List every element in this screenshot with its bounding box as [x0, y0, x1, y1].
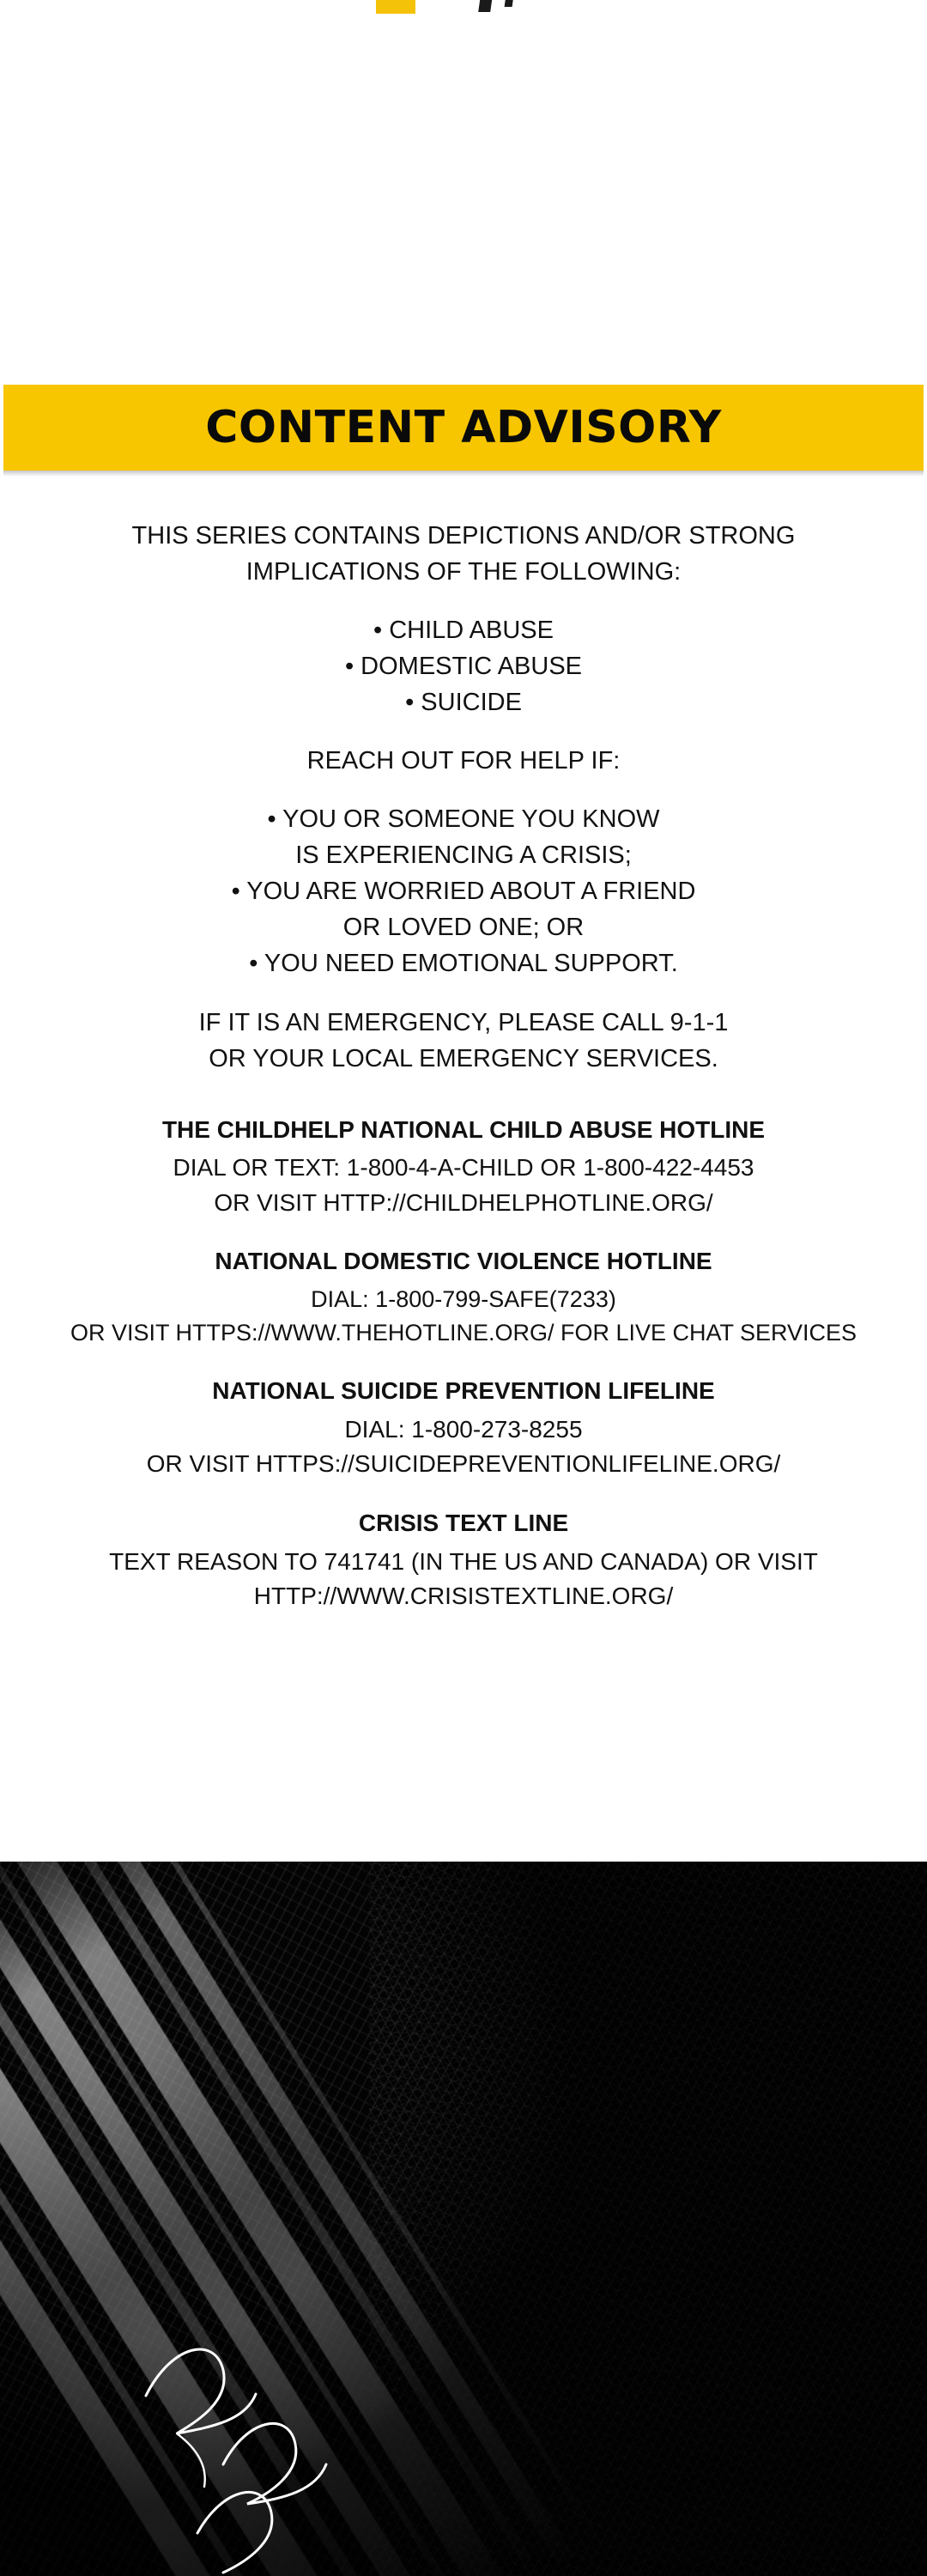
reach-out-item: IS EXPERIENCING A CRISIS; [295, 841, 632, 870]
intro-paragraph [26, 518, 901, 590]
reach-out-item: • YOU ARE WORRIED ABOUT A FRIEND [231, 878, 696, 906]
intro-line-1: THIS SERIES CONTAINS DEPICTIONS AND/OR STRONG [131, 522, 796, 550]
black-stroke-1 [478, 0, 495, 12]
reach-out-heading [26, 743, 901, 779]
yellow-shape [376, 0, 415, 14]
emergency-note [26, 1005, 901, 1077]
bottom-art-panel [0, 1862, 927, 2576]
resource-line: DIAL OR TEXT: 1-800-4-A-CHILD OR 1-800-422-4453 [173, 1154, 754, 1182]
resource-line: DIAL: 1-800-273-8255 [344, 1415, 583, 1443]
resource-line: DIAL: 1-800-799-SAFE(7233) [311, 1285, 616, 1312]
vignette-overlay [0, 1862, 927, 2576]
topics-list [26, 612, 901, 720]
resource-crisis-text-line [26, 1506, 901, 1614]
band-shadow [3, 471, 924, 477]
resource-line: TEXT REASON TO 741741 (IN THE US AND CANADA) OR VISIT [109, 1547, 818, 1575]
resource-link[interactable]: OR VISIT HTTPS://WWW.THEHOTLINE.ORG/ FOR LIVE CHAT SERVICES [70, 1320, 857, 1346]
page-title: CONTENT ADVISORY [205, 402, 722, 453]
resource-domestic-violence [26, 1244, 901, 1350]
reach-out-heading-text: REACH OUT FOR HELP IF: [306, 747, 621, 775]
reach-out-item: • YOU OR SOMEONE YOU KNOW [267, 805, 660, 834]
resource-link[interactable]: OR VISIT HTTPS://SUICIDEPREVENTIONLIFELINE.ORG/ [146, 1450, 781, 1478]
resource-link[interactable]: HTTP://WWW.CRISISTEXTLINE.ORG/ [253, 1583, 674, 1610]
emergency-line-2: OR YOUR LOCAL EMERGENCY SERVICES. [209, 1044, 718, 1072]
content-advisory-panel [0, 385, 927, 1638]
intro-line-2: IMPLICATIONS OF THE FOLLOWING: [245, 558, 682, 586]
previous-panel-sliver [0, 0, 927, 15]
resource-name: THE CHILDHELP NATIONAL CHILD ABUSE HOTLINE [161, 1115, 766, 1143]
advisory-title-band [3, 385, 924, 471]
advisory-body [0, 477, 927, 1614]
resource-childhelp [26, 1113, 901, 1221]
resource-name: NATIONAL SUICIDE PREVENTION LIFELINE [212, 1377, 715, 1405]
white-gutter [0, 15, 927, 385]
reach-out-item: OR LOVED ONE; OR [342, 914, 585, 942]
resource-suicide-prevention [26, 1374, 901, 1482]
reach-out-list [26, 801, 901, 981]
black-stroke-2 [505, 0, 517, 7]
resource-link[interactable]: OR VISIT HTTP://CHILDHELPHOTLINE.ORG/ [214, 1188, 713, 1216]
topic-item: • SUICIDE [405, 689, 522, 717]
reach-out-item: • YOU NEED EMOTIONAL SUPPORT. [249, 950, 678, 978]
topic-item: • DOMESTIC ABUSE [344, 653, 583, 681]
topic-item: • CHILD ABUSE [373, 617, 554, 645]
resource-name: NATIONAL DOMESTIC VIOLENCE HOTLINE [215, 1248, 712, 1275]
spacer [26, 1099, 901, 1113]
emergency-line-1: IF IT IS AN EMERGENCY, PLEASE CALL 9-1-1 [198, 1008, 729, 1036]
resource-name: CRISIS TEXT LINE [358, 1510, 569, 1537]
